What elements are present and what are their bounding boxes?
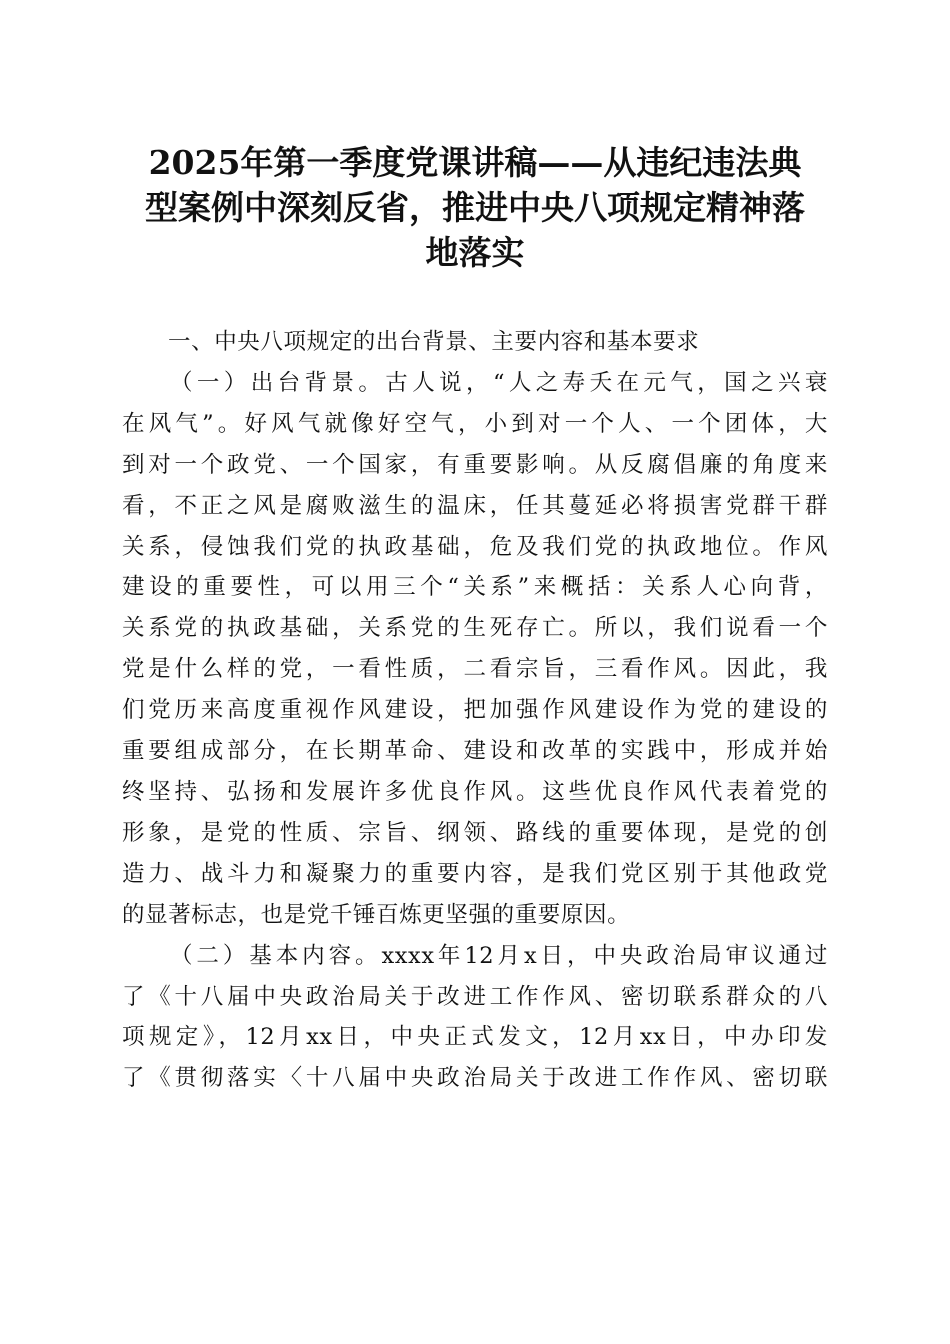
text-line: 了《贯彻落实〈十八届中央政治局关于改进工作作风、密切联	[122, 1065, 828, 1092]
text-line: 们党历来高度重视作风建设，把加强作风建设作为党的建设的	[122, 697, 828, 724]
text-line: （一）出台背景。古人说，“人之寿夭在元气，国之兴衰	[170, 369, 828, 396]
text-line: 重要组成部分，在长期革命、建设和改革的实践中，形成并始	[122, 738, 828, 765]
text-line: （二）基本内容。xxxx年12月x日，中央政治局审议通过	[170, 942, 828, 969]
document-body	[122, 322, 828, 1099]
text-line: 形象，是党的性质、宗旨、纲领、路线的重要体现，是党的创	[122, 819, 828, 846]
text-line: 关系党的执政基础，关系党的生死存亡。所以，我们说看一个	[122, 615, 828, 642]
title-line: 型案例中深刻反省，推进中央八项规定精神落	[145, 188, 805, 227]
text-line: 看，不正之风是腐败滋生的温床，任其蔓延必将损害党群干群	[122, 492, 828, 519]
text-line: 的显著标志，也是党千锤百炼更坚强的重要原因。	[122, 901, 631, 928]
text-line: 建设的重要性，可以用三个“关系”来概括：关系人心向背，	[122, 574, 828, 601]
title-line: 2025年第一季度党课讲稿——从违纪违法典	[148, 143, 802, 182]
text-line: 造力、战斗力和凝聚力的重要内容，是我们党区别于其他政党	[122, 860, 828, 887]
text-line: 关系，侵蚀我们党的执政基础，危及我们党的执政地位。作风	[122, 533, 828, 560]
paragraph-content	[122, 936, 828, 1100]
paragraph-background	[122, 363, 828, 936]
text-line: 到对一个政党、一个国家，有重要影响。从反腐倡廉的角度来	[122, 451, 828, 478]
section-heading: 一、中央八项规定的出台背景、主要内容和基本要求	[168, 329, 700, 355]
text-line: 在风气”。好风气就像好空气，小到对一个人、一个团体，大	[122, 410, 828, 437]
text-line: 项规定》，12月xx日，中央正式发文，12月xx日，中办印发	[122, 1024, 828, 1051]
text-line: 终坚持、弘扬和发展许多优良作风。这些优良作风代表着党的	[122, 778, 828, 805]
document-title	[110, 140, 840, 275]
title-line: 地落实	[425, 233, 525, 272]
text-line: 党是什么样的党，一看性质，二看宗旨，三看作风。因此，我	[122, 656, 828, 683]
text-line: 了《十八届中央政治局关于改进工作作风、密切联系群众的八	[122, 983, 828, 1010]
